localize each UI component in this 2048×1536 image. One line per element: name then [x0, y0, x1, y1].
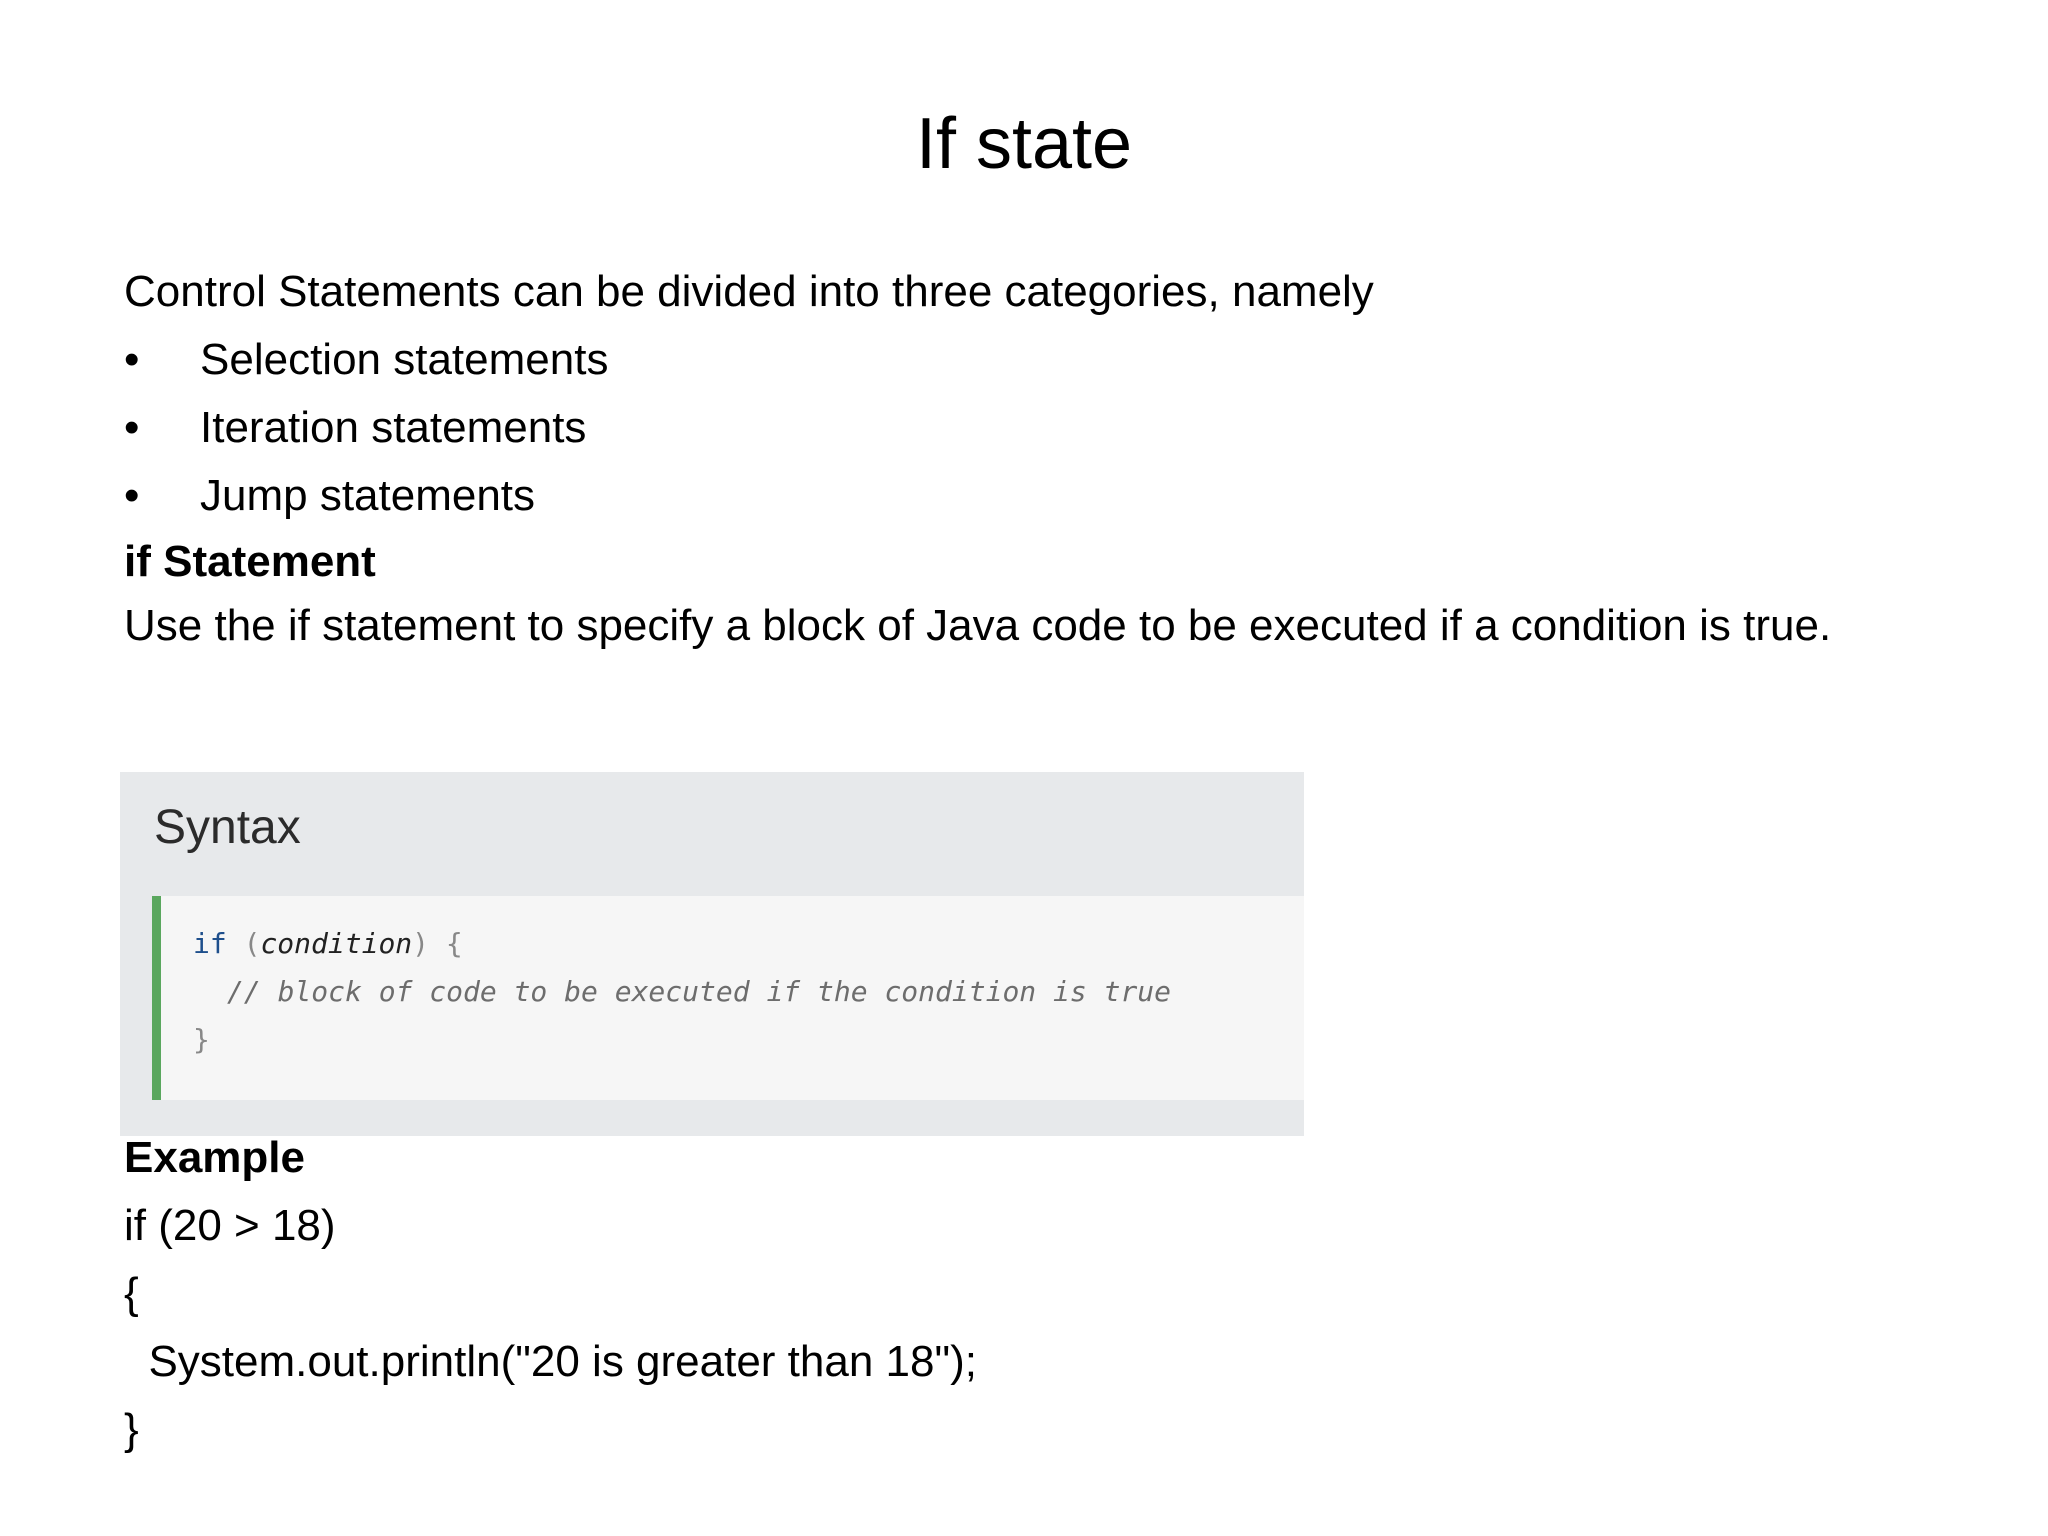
list-item-label: Jump statements — [200, 471, 536, 520]
code-comment: // block of code to be executed if the condition is true — [227, 975, 1172, 1008]
syntax-heading: Syntax — [154, 801, 301, 854]
intro-text: Control Statements can be divided into three categories, namely — [124, 267, 1374, 316]
syntax-code-block — [152, 896, 1304, 1100]
bullet-icon: • — [124, 335, 140, 384]
example-heading: Example — [124, 1133, 305, 1182]
code-line — [193, 926, 463, 962]
list-item-label: Selection statements — [200, 335, 609, 384]
if-statement-heading: if Statement — [124, 537, 376, 586]
bullet-icon: • — [124, 471, 140, 520]
example-line: } — [124, 1405, 139, 1454]
if-statement-description: Use the if statement to specify a block of Java code to be executed if a condition is true. — [124, 601, 1832, 650]
code-close-brace: } — [193, 1023, 210, 1056]
code-open-paren: ( — [243, 927, 261, 960]
example-line: { — [124, 1269, 139, 1318]
example-line: if (20 > 18) — [124, 1201, 336, 1250]
code-accent-bar — [152, 896, 161, 1100]
code-close-paren-brace: ) { — [412, 927, 463, 960]
slide-title: If state — [915, 104, 1133, 184]
syntax-panel — [120, 772, 1304, 1136]
list-item-label: Iteration statements — [200, 403, 587, 452]
code-condition: condition — [260, 927, 413, 960]
example-line: System.out.println("20 is greater than 18"); — [124, 1337, 977, 1386]
code-keyword-if: if — [193, 927, 227, 960]
bullet-icon: • — [124, 403, 140, 452]
